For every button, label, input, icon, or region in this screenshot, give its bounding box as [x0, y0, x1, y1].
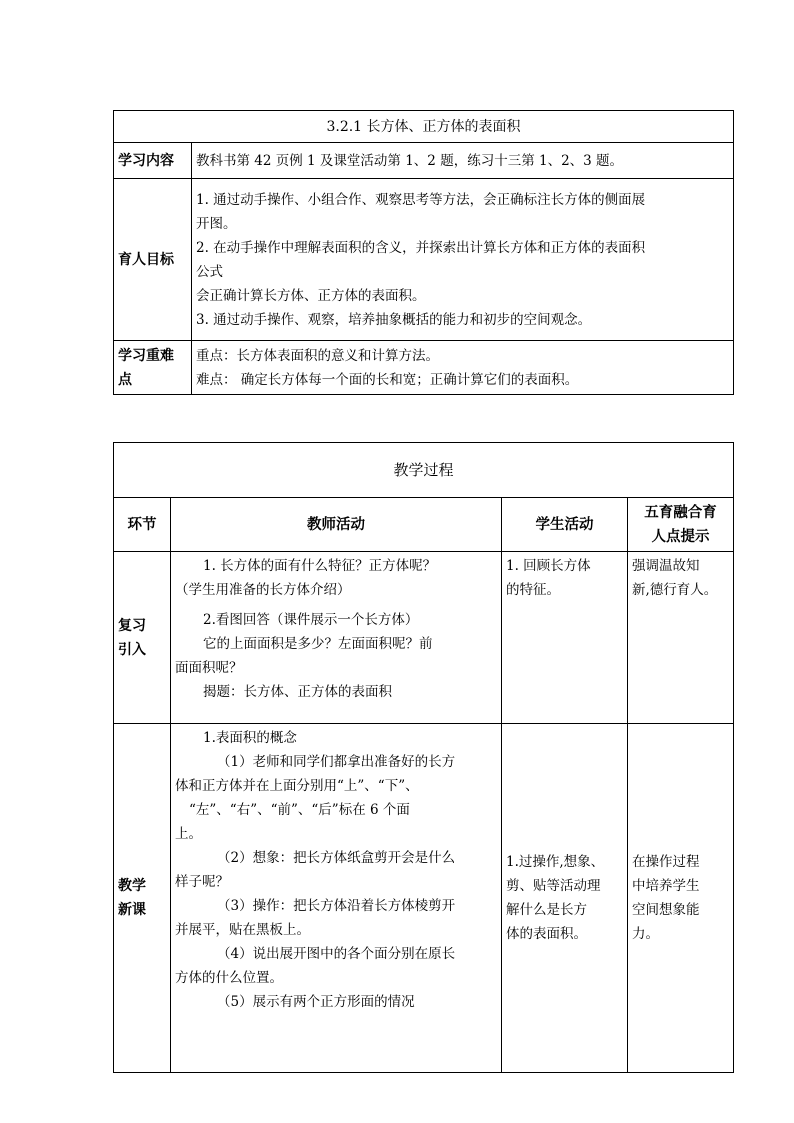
goal-line: 1. 通过动手操作、小组合作、观察思考等方法，会正确标注长方体的侧面展 — [196, 191, 646, 208]
teacher-line: 揭题：长方体、正方体的表面积 — [203, 684, 392, 700]
teacher-activity-new — [171, 724, 502, 1073]
keypoints-label — [114, 341, 192, 395]
header-stage: 环节 — [114, 498, 171, 552]
teacher-line: （1）老师和同学们都拿出准备好的长方 — [217, 754, 456, 770]
teacher-line: 它的上面面积是多少？左面面积呢？前 — [203, 636, 433, 652]
stage-new-lesson — [114, 724, 171, 1073]
header-edu-line: 五育融合育 — [644, 504, 717, 521]
teacher-line: 1.表面积的概念 — [203, 730, 297, 746]
goal-line: 3. 通过动手操作、观察，培养抽象概括的能力和初步的空间观念。 — [196, 311, 592, 328]
student-line: 的特征。 — [506, 582, 560, 598]
header-teacher: 教师活动 — [171, 498, 502, 552]
goal-line: 2. 在动手操作中理解表面积的含义，并探索出计算长方体和正方体的表面积 — [196, 239, 646, 256]
student-activity-review — [502, 552, 628, 724]
goals-label: 育人目标 — [114, 179, 192, 341]
lesson-title: 3.2.1 长方体、正方体的表面积 — [114, 111, 734, 143]
key-point: 重点：长方体表面积的意义和计算方法。 — [196, 347, 439, 364]
goal-line: 会正确计算长方体、正方体的表面积。 — [196, 287, 426, 304]
student-line: 解什么是长方 — [506, 902, 587, 918]
stage-line: 复习 — [118, 617, 146, 634]
edu-hint-review — [628, 552, 734, 724]
goal-line: 开图。 — [196, 215, 237, 232]
teacher-line: （2）想象：把长方体纸盒剪开会是什么 — [217, 850, 456, 866]
teacher-activity-review — [171, 552, 502, 724]
edu-line: 新,德行育人。 — [632, 582, 718, 598]
student-line: 1.过操作,想象、 — [506, 854, 605, 870]
stage-line: 引入 — [118, 641, 146, 658]
goal-line: 公式 — [196, 263, 223, 280]
content-label: 学习内容 — [114, 143, 192, 179]
stage-review — [114, 552, 171, 724]
header-student: 学生活动 — [502, 498, 628, 552]
stage-line: 教学 — [118, 878, 146, 894]
teacher-line: 样子呢？ — [175, 874, 229, 890]
header-edu — [628, 498, 734, 552]
goals-text — [192, 179, 734, 341]
teacher-line: （学生用准备的长方体介绍） — [175, 582, 351, 598]
teacher-line: （4）说出展开图中的各个面分别在原长 — [217, 946, 456, 962]
edu-line: 在操作过程 — [632, 854, 700, 870]
content-text: 教科书第 42 页例 1 及课堂活动第 1、2 题，练习十三第 1、2、3 题。 — [192, 143, 734, 179]
teaching-process-table — [113, 442, 734, 1073]
teacher-line: （3）操作：把长方体沿着长方体棱剪开 — [217, 898, 456, 914]
process-title: 教学过程 — [114, 443, 734, 498]
lesson-plan-table — [113, 110, 734, 395]
difficult-point: 难点： 确定长方体每一个面的长和宽；正确计算它们的表面积。 — [196, 371, 579, 388]
teacher-line: （5）展示有两个正方形面的情况 — [217, 994, 415, 1010]
student-activity-new — [502, 724, 628, 1073]
teacher-line: 方体的什么位置。 — [175, 970, 283, 986]
teacher-line: 并展平，贴在黑板上。 — [175, 922, 310, 938]
student-line: 1. 回顾长方体 — [506, 558, 591, 574]
keypoints-label-line: 学习重难 — [118, 347, 174, 364]
teacher-line: “左”、“右”、“前”、“后”标在 6 个面 — [189, 802, 410, 818]
edu-line: 力。 — [632, 926, 659, 942]
edu-line: 中培养学生 — [632, 878, 700, 894]
edu-hint-new — [628, 724, 734, 1073]
teacher-line: 体和正方体并在上面分别用“上”、“下”、 — [175, 778, 419, 794]
keypoints-text — [192, 341, 734, 395]
edu-line: 空间想象能 — [632, 902, 700, 918]
edu-line: 强调温故知 — [632, 558, 700, 574]
teacher-line: 上。 — [175, 826, 202, 842]
teacher-line: 1. 长方体的面有什么特征？正方体呢？ — [203, 558, 437, 574]
stage-line: 新课 — [118, 902, 146, 918]
keypoints-label-line: 点 — [118, 371, 132, 388]
teacher-line: 2.看图回答（课件展示一个长方体） — [203, 612, 419, 628]
header-edu-line: 人点提示 — [651, 528, 710, 545]
student-line: 剪、贴等活动理 — [506, 878, 601, 894]
student-line: 体的表面积。 — [506, 926, 587, 942]
teacher-line: 面面积呢？ — [175, 660, 243, 676]
